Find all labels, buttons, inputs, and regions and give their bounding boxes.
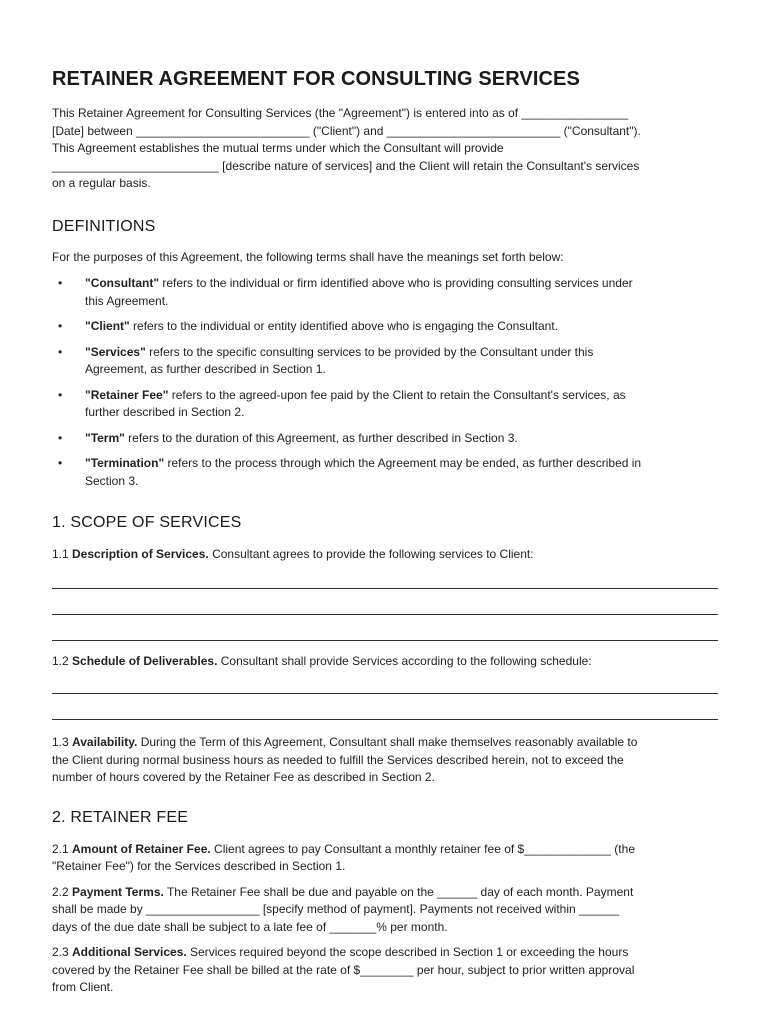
clause-number: 1.1: [52, 547, 73, 561]
clause-text-cont: "Retainer Fee") for the Services described in Section 1.: [52, 859, 346, 873]
definition-term: "Retainer Fee": [85, 387, 169, 402]
definitions-heading: DEFINITIONS: [52, 217, 156, 235]
definition-text: refers to the agreed-upon fee paid by the Client to retain the Consultant's services, as: [168, 387, 626, 402]
clause-text: Client agrees to pay Consultant a monthly retainer fee of $_____________ (the: [210, 841, 635, 856]
clause-2-2: [52, 884, 720, 937]
clause-text-cont: days of the due date shall be subject to a late fee of _______% per month.: [52, 919, 448, 934]
clause-text-cont: covered by the Retainer Fee shall be billed at the rate of $________ per hour, subject to prior written approval: [52, 962, 635, 977]
clause-label: Amount of Retainer Fee.: [72, 841, 211, 856]
clause-text: Consultant agrees to provide the following services to Client:: [208, 547, 534, 561]
definition-term: "Termination": [85, 456, 165, 470]
clause-text-cont: the Client during normal business hours as needed to fulfill the Services described herein, not to exceed the: [52, 752, 624, 767]
definition-item: [52, 344, 720, 379]
definition-item: [52, 455, 720, 490]
bullet-icon: •: [58, 344, 63, 359]
clause-label: Availability.: [72, 735, 138, 749]
definition-text: refers to the process through which the Agreement may be ended, as further described in: [164, 456, 642, 470]
definition-item: [52, 430, 720, 448]
document-page: [52, 68, 720, 997]
bullet-icon: •: [58, 456, 63, 470]
clause-text-cont: number of hours covered by the Retainer Fee as described in Section 2.: [52, 770, 435, 784]
definition-text: refers to the duration of this Agreement, as further described in Section 3.: [124, 430, 518, 445]
clause-1-2: [52, 653, 720, 671]
clause-text-cont: shall be made by _________________ [specify method of payment]. Payments not received within ______: [52, 902, 620, 916]
clause-text: Consultant shall provide Services according to the following schedule:: [217, 653, 592, 668]
definition-text-cont: this Agreement.: [85, 293, 169, 308]
fill-in-line: [52, 693, 718, 694]
definition-text-cont: Section 3.: [85, 473, 139, 488]
fill-in-line: [52, 640, 718, 641]
document-title: RETAINER AGREEMENT FOR CONSULTING SERVICES: [52, 68, 580, 90]
bullet-icon: •: [58, 319, 63, 333]
intro-line: on a regular basis.: [52, 176, 151, 190]
definition-text: refers to the individual or entity identified above who is engaging the Consultant.: [129, 319, 558, 333]
clause-label: Schedule of Deliverables.: [72, 653, 218, 668]
intro-line: [Date] between __________________________ ("Client") and __________________________ ("Consultant").: [52, 123, 641, 138]
intro-line: This Retainer Agreement for Consulting Services (the "Agreement") is entered into as of ________________: [52, 106, 629, 120]
definitions-lead: For the purposes of this Agreement, the following terms shall have the meanings set forth below:: [52, 249, 564, 264]
definition-term: "Client": [85, 319, 130, 333]
fill-in-line: [52, 719, 718, 720]
clause-1-1: [52, 546, 720, 564]
bullet-icon: •: [58, 387, 63, 402]
fill-in-line: [52, 614, 718, 615]
definitions-list: [52, 275, 720, 490]
definition-text: refers to the specific consulting services to be provided by the Consultant under this: [145, 344, 594, 359]
clause-number: 2.2: [52, 884, 73, 899]
definition-term: "Term": [85, 430, 125, 445]
definition-item: [52, 318, 720, 336]
fill-in-line: [52, 588, 718, 589]
definition-term: "Services": [85, 344, 146, 359]
intro-line: _________________________ [describe nature of services] and the Client will retain the Consultant's services: [52, 158, 640, 173]
clause-label: Payment Terms.: [72, 884, 164, 899]
section-2-heading: 2. RETAINER FEE: [52, 808, 189, 826]
clause-number: 2.3: [52, 945, 73, 959]
section-1-heading: 1. SCOPE OF SERVICES: [52, 514, 242, 531]
definition-text-cont: Agreement, as further described in Section 1.: [85, 362, 326, 376]
intro-paragraph: [52, 105, 720, 193]
clause-label: Description of Services.: [72, 547, 209, 561]
clause-number: 2.1: [52, 841, 73, 856]
clause-text: Services required beyond the scope described in Section 1 or exceeding the hours: [186, 945, 629, 959]
clause-1-3: [52, 734, 720, 787]
clause-number: 1.2: [52, 653, 73, 668]
intro-line: This Agreement establishes the mutual terms under which the Consultant will provide: [52, 141, 504, 155]
clause-2-1: [52, 841, 720, 876]
bullet-icon: •: [58, 430, 63, 445]
definition-item: [52, 387, 720, 422]
clause-text: The Retainer Fee shall be due and payable on the ______ day of each month. Payment: [163, 884, 634, 899]
clause-text: During the Term of this Agreement, Consultant shall make themselves reasonably available to: [137, 735, 638, 749]
bullet-icon: •: [58, 276, 63, 290]
definition-text: refers to the individual or firm identified above who is providing consulting services under: [159, 276, 633, 290]
definition-term: "Consultant": [85, 276, 160, 290]
clause-label: Additional Services.: [72, 945, 187, 959]
clause-text-cont: from Client.: [52, 980, 114, 994]
definition-text-cont: further described in Section 2.: [85, 405, 245, 419]
definition-item: [52, 275, 720, 310]
clause-number: 1.3: [52, 735, 73, 749]
clause-2-3: [52, 944, 720, 997]
